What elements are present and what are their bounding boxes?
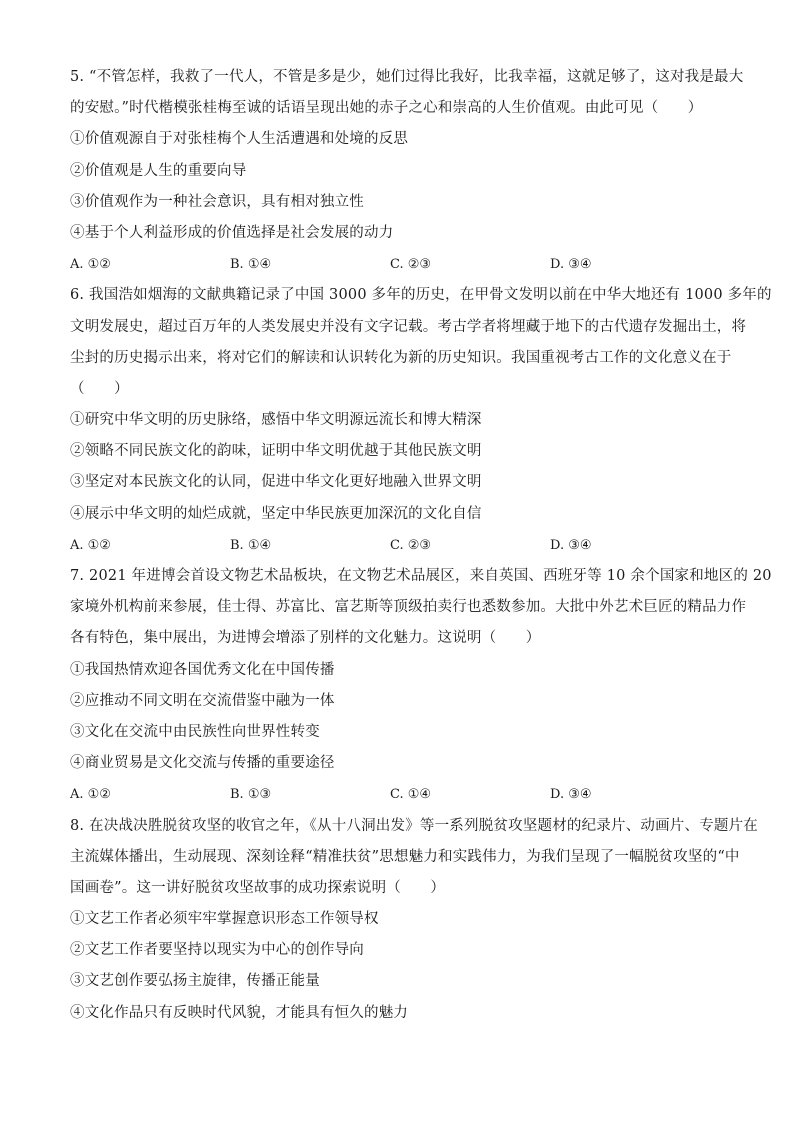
answer-choice-b: B. ①③ xyxy=(230,787,272,803)
exam-page xyxy=(70,62,772,1029)
statement-option: ④展示中华文明的灿烂成就，坚定中华民族更加深沉的文化自信 xyxy=(70,505,482,522)
question-stem-line: 文明发展史，超过百万年的人类发展史并没有文字记载。考古学者将埋藏于地下的古代遗存发掘出土，将 xyxy=(70,318,747,335)
answer-choice-d: D. ③④ xyxy=(550,787,592,803)
answer-choice-a: A. ①② xyxy=(70,257,111,273)
statement-option: ③文化在交流中由民族性向世界性转变 xyxy=(70,723,320,740)
question-7 xyxy=(70,561,772,811)
question-stem-line: 8. 在决战决胜脱贫攻坚的收官之年，《从十八洞出发》等一系列脱贫攻坚题材的纪录片、动画片、专题片在 xyxy=(70,817,758,834)
answer-choices xyxy=(70,530,730,561)
question-8 xyxy=(70,811,758,1029)
question-stem-line: 6. 我国浩如烟海的文献典籍记录了中国 3000 多年的历史，在甲骨文发明以前在中华大地还有 1000 多年的 xyxy=(70,287,772,304)
question-stem-line: 的安慰。”时代楷模张桂梅至诚的话语呈现出她的赤子之心和崇高的人生价值观。由此可见（ ） xyxy=(70,100,703,117)
question-stem-line: 国画卷”。这一讲好脱贫攻坚故事的成功探索说明（ ） xyxy=(70,879,446,896)
statement-option: ③价值观作为一种社会意识，具有相对独立性 xyxy=(70,193,364,210)
question-stem-line: 7. 2021 年进博会首设文物艺术品板块，在文物艺术品展区，来自英国、西班牙等 10 余个国家和地区的 20 xyxy=(70,568,772,584)
question-stem-line: 家境外机构前来参展，佳士得、苏富比、富艺斯等顶级拍卖行也悉数参加。大批中外艺术巨匠的精品力作 xyxy=(70,599,747,616)
answer-choice-a: A. ①② xyxy=(70,537,111,553)
statement-option: ②价值观是人生的重要向导 xyxy=(70,162,247,179)
question-stem-line: 各有特色，集中展出，为进博会增添了别样的文化魅力。这说明（ ） xyxy=(70,630,541,647)
question-stem-line: 主流媒体播出，生动展现、深刻诠释“精准扶贫”思想魅力和实践伟力，为我们呈现了一幅脱贫攻坚的“中 xyxy=(70,848,740,865)
statement-option: ①文艺工作者必须牢牢掌握意识形态工作领导权 xyxy=(70,911,379,928)
answer-choice-c: C. ①④ xyxy=(390,787,432,803)
statement-option: ②领略不同民族文化的韵味，证明中华文明优越于其他民族文明 xyxy=(70,443,482,460)
answer-choice-c: C. ②③ xyxy=(390,257,432,273)
question-6 xyxy=(70,280,772,561)
statement-option: ②应推动不同文明在交流借鉴中融为一体 xyxy=(70,692,335,709)
answer-choice-d: D. ③④ xyxy=(550,257,592,273)
answer-choice-a: A. ①② xyxy=(70,787,111,803)
question-5 xyxy=(70,62,744,280)
statement-option: ④商业贸易是文化交流与传播的重要途径 xyxy=(70,755,335,772)
statement-option: ③坚定对本民族文化的认同，促进中华文化更好地融入世界文明 xyxy=(70,474,482,491)
answer-choice-c: C. ②③ xyxy=(390,537,432,553)
question-stem-line: （ ） xyxy=(70,380,129,397)
answer-choice-b: B. ①④ xyxy=(230,257,272,273)
answer-choices xyxy=(70,779,730,810)
statement-option: ①价值观源自于对张桂梅个人生活遭遇和处境的反思 xyxy=(70,131,409,148)
statement-option: ①研究中华文明的历史脉络，感悟中华文明源远流长和博大精深 xyxy=(70,412,482,429)
question-stem-line: 5. “不管怎样，我救了一代人，不管是多是少，她们过得比我好，比我幸福，这就足够了，这对我是最大 xyxy=(70,69,744,85)
statement-option: ①我国热情欢迎各国优秀文化在中国传播 xyxy=(70,661,335,678)
answer-choice-b: B. ①④ xyxy=(230,537,272,553)
answer-choices xyxy=(70,249,730,280)
statement-option: ④基于个人利益形成的价值选择是社会发展的动力 xyxy=(70,224,394,241)
statement-option: ②文艺工作者要坚持以现实为中心的创作导向 xyxy=(70,942,364,959)
statement-option: ④文化作品只有反映时代风貌，才能具有恒久的魅力 xyxy=(70,1004,409,1021)
statement-option: ③文艺创作要弘扬主旋律，传播正能量 xyxy=(70,973,320,990)
question-stem-line: 尘封的历史揭示出来，将对它们的解读和认识转化为新的历史知识。我国重视考古工作的文化意义在于 xyxy=(70,349,732,366)
answer-choice-d: D. ③④ xyxy=(550,537,592,553)
